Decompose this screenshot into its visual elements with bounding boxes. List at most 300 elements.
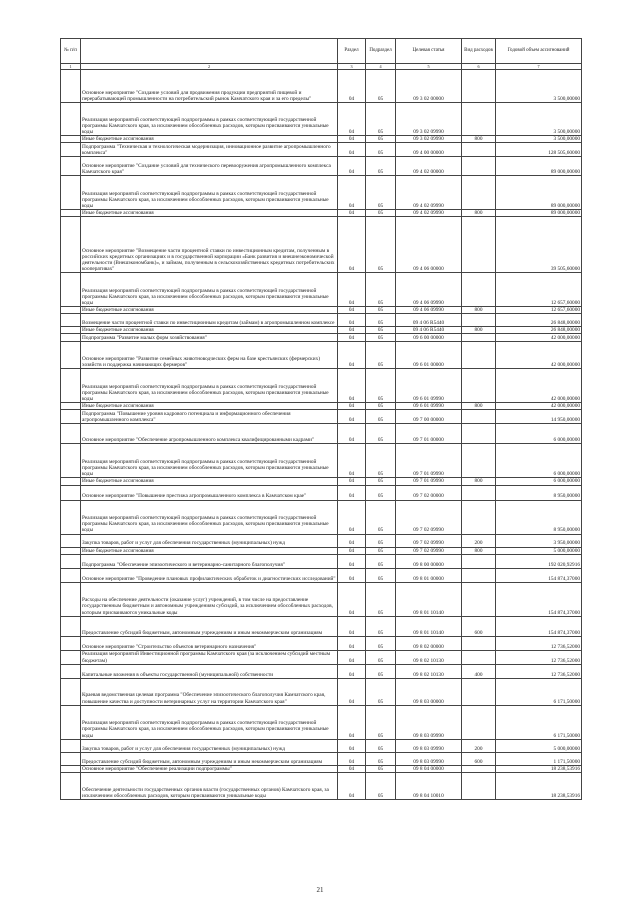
cell-podrazdel: 05 (366, 568, 396, 582)
cell-razdel: 04 (338, 678, 366, 705)
cell-amount: 89 000,00000 (496, 176, 582, 210)
table-row (61, 752, 582, 765)
cell-podrazdel: 05 (366, 157, 396, 176)
cell-num (61, 210, 81, 217)
cell-vid (462, 500, 496, 534)
cell-name: Реализация мероприятий соответствующей подпрограммы в рамках соответствующей государственной программы Камчатского края, за исключением обособленных расходов, которым присваиваются уникальные коды (81, 103, 338, 136)
cell-vid (462, 334, 496, 342)
cell-name: Иные бюджетные ассигнования (81, 547, 338, 554)
table-row (61, 765, 582, 772)
cell-razdel: 04 (338, 143, 366, 157)
cell-name: Реализация мероприятий соответствующей подпрограммы в рамках соответствующей государственной программы Камчатского края, за исключением обособленных расходов, которым присваиваются уникальные коды (81, 273, 338, 307)
cell-num (61, 554, 81, 568)
cell-vid: 600 (462, 752, 496, 765)
table-row (61, 176, 582, 210)
cell-name: Подпрограмма "Развитие малых форм хозяйствования" (81, 334, 338, 342)
cell-amount: 3 500,00000 (496, 70, 582, 103)
cell-target: 09 8 04 10010 (396, 772, 462, 799)
cell-amount: 154 874,37000 (496, 582, 582, 616)
table-row (61, 554, 582, 568)
cell-razdel: 04 (338, 217, 366, 273)
cell-name: Основное мероприятие "Строительство объектов ветеринарного назначения" (81, 636, 338, 650)
cell-vid (462, 568, 496, 582)
cell-vid (462, 369, 496, 403)
cell-num (61, 636, 81, 650)
cell-podrazdel: 05 (366, 342, 396, 369)
cell-target: 09 8 02 10130 (396, 664, 462, 678)
cell-razdel: 04 (338, 547, 366, 554)
cell-amount: 5 000,00000 (496, 739, 582, 752)
cell-target: 09 8 01 10140 (396, 582, 462, 616)
cell-amount: 89 000,00000 (496, 157, 582, 176)
cell-amount: 42 000,00000 (496, 342, 582, 369)
cell-podrazdel: 05 (366, 327, 396, 334)
cell-razdel: 04 (338, 534, 366, 547)
cell-target: 09 8 03 00000 (396, 678, 462, 705)
cell-num (61, 534, 81, 547)
cell-razdel: 04 (338, 765, 366, 772)
cell-target: 09 7 01 09990 (396, 444, 462, 478)
cell-name: Возмещение части процентной ставки по инвестиционным кредитам (займам) в агропромышленном комплексе (81, 314, 338, 327)
cell-razdel: 04 (338, 636, 366, 650)
cell-amount: 89 000,00000 (496, 210, 582, 217)
header-vid: Вид расходов (462, 39, 496, 64)
cell-vid (462, 314, 496, 327)
cell-name: Реализация мероприятий соответствующей подпрограммы в рамках соответствующей государственной программы Камчатского края, за исключением обособленных расходов, которым присваиваются уникальные коды (81, 176, 338, 210)
cell-podrazdel: 05 (366, 307, 396, 314)
table-header-row (61, 39, 582, 64)
table-row (61, 424, 582, 444)
cell-num (61, 314, 81, 327)
cell-num (61, 273, 81, 307)
table-row (61, 369, 582, 403)
column-number: 1 (61, 64, 81, 70)
cell-amount: 6 000,00000 (496, 424, 582, 444)
cell-target: 09 4 06 09990 (396, 307, 462, 314)
cell-target: 09 8 02 10130 (396, 650, 462, 664)
cell-podrazdel: 05 (366, 334, 396, 342)
cell-razdel: 04 (338, 334, 366, 342)
cell-amount: 192 020,92916 (496, 554, 582, 568)
cell-num (61, 664, 81, 678)
cell-razdel: 04 (338, 314, 366, 327)
cell-razdel: 04 (338, 752, 366, 765)
cell-podrazdel: 05 (366, 739, 396, 752)
header-amount: Годовой объем ассигнований (496, 39, 582, 64)
cell-podrazdel: 05 (366, 485, 396, 500)
cell-amount: 26 848,00000 (496, 314, 582, 327)
cell-razdel: 04 (338, 554, 366, 568)
cell-target: 09 4 00 00000 (396, 143, 462, 157)
cell-vid (462, 650, 496, 664)
cell-num (61, 582, 81, 616)
cell-name: Основное мероприятие "Развитие семейных животноводческих ферм на базе крестьянских (фермерских) хозяйств и поддержка начинающих фермеров" (81, 342, 338, 369)
cell-amount: 154 874,37000 (496, 616, 582, 636)
cell-podrazdel: 05 (366, 176, 396, 210)
cell-name: Реализация мероприятий соответствующей подпрограммы в рамках соответствующей государственной программы Камчатского края, за исключением обособленных расходов, которым присваиваются уникальные коды (81, 444, 338, 478)
cell-num (61, 157, 81, 176)
table-row (61, 739, 582, 752)
cell-name: Иные бюджетные ассигнования (81, 403, 338, 410)
cell-vid: 400 (462, 664, 496, 678)
table-row (61, 143, 582, 157)
table-row (61, 534, 582, 547)
cell-num (61, 772, 81, 799)
cell-vid (462, 70, 496, 103)
column-number: 7 (496, 64, 582, 70)
cell-amount: 6 171,50000 (496, 705, 582, 739)
table-row (61, 273, 582, 307)
cell-vid: 800 (462, 478, 496, 485)
cell-amount: 12 736,52000 (496, 664, 582, 678)
cell-amount: 128 505,60000 (496, 143, 582, 157)
cell-vid: 800 (462, 307, 496, 314)
cell-amount: 18 238,53916 (496, 772, 582, 799)
cell-name: Иные бюджетные ассигнования (81, 478, 338, 485)
cell-razdel: 04 (338, 70, 366, 103)
table-row (61, 705, 582, 739)
cell-name: Основное мероприятие "Создание условий для продвижения продукции предприятий пищевой и перерабатывающей промышленности на потребительский рынок Камчатского края и за его пределы" (81, 70, 338, 103)
cell-amount: 6 000,00000 (496, 478, 582, 485)
cell-target: 09 7 02 09990 (396, 500, 462, 534)
header-name (81, 39, 338, 64)
column-number: 5 (396, 64, 462, 70)
cell-razdel: 04 (338, 410, 366, 424)
table-row (61, 103, 582, 136)
cell-vid (462, 636, 496, 650)
table-row (61, 327, 582, 334)
cell-vid (462, 765, 496, 772)
cell-amount: 42 000,00000 (496, 334, 582, 342)
cell-target: 09 7 02 00000 (396, 485, 462, 500)
cell-vid: 800 (462, 403, 496, 410)
cell-name: Реализация мероприятий соответствующей подпрограммы в рамках соответствующей государственной программы Камчатского края, за исключением обособленных расходов, которым присваиваются уникальные коды (81, 500, 338, 534)
cell-num (61, 143, 81, 157)
cell-name: Расходы на обеспечение деятельности (оказание услуг) учреждений, в том числе на предоставление государственным бюджетным и автономным учреждениям субсидий, за исключением обособленных расходов, которым присваиваются уникальные коды (81, 582, 338, 616)
cell-target: 09 8 03 09990 (396, 752, 462, 765)
cell-amount: 3 500,00000 (496, 103, 582, 136)
cell-name: Предоставление субсидий бюджетным, автономным учреждениям и иным некоммерческим организациям (81, 752, 338, 765)
cell-target: 09 6 00 00000 (396, 334, 462, 342)
cell-podrazdel: 05 (366, 403, 396, 410)
cell-num (61, 650, 81, 664)
header-podrazdel: Подраздел (366, 39, 396, 64)
cell-num (61, 678, 81, 705)
cell-razdel: 04 (338, 103, 366, 136)
cell-podrazdel: 05 (366, 143, 396, 157)
table-row (61, 157, 582, 176)
cell-razdel: 04 (338, 136, 366, 143)
cell-num (61, 705, 81, 739)
cell-amount: 42 000,00000 (496, 369, 582, 403)
cell-podrazdel: 05 (366, 554, 396, 568)
cell-target: 09 8 04 00000 (396, 765, 462, 772)
page-number: 21 (316, 886, 324, 894)
cell-podrazdel: 05 (366, 136, 396, 143)
cell-target: 09 7 02 09990 (396, 547, 462, 554)
cell-razdel: 04 (338, 444, 366, 478)
cell-target: 09 8 00 00000 (396, 554, 462, 568)
cell-num (61, 424, 81, 444)
budget-table (60, 38, 582, 800)
column-number: 3 (338, 64, 366, 70)
cell-num (61, 307, 81, 314)
cell-podrazdel: 05 (366, 500, 396, 534)
cell-name: Основное мероприятие "Создание условий для технического перевооружения агропромышленного комплекса Камчатского края" (81, 157, 338, 176)
cell-vid (462, 582, 496, 616)
cell-name: Предоставление субсидий бюджетным, автономным учреждениям и иным некоммерческим организациям (81, 616, 338, 636)
cell-razdel: 04 (338, 664, 366, 678)
cell-amount: 6 000,00000 (496, 444, 582, 478)
cell-amount: 26 848,00000 (496, 327, 582, 334)
cell-vid (462, 772, 496, 799)
cell-target: 09 7 02 09990 (396, 534, 462, 547)
cell-name: Иные бюджетные ассигнования (81, 327, 338, 334)
cell-amount: 18 238,53916 (496, 765, 582, 772)
cell-razdel: 04 (338, 582, 366, 616)
cell-num (61, 500, 81, 534)
cell-razdel: 04 (338, 327, 366, 334)
cell-razdel: 04 (338, 772, 366, 799)
cell-target: 09 4 02 09990 (396, 210, 462, 217)
cell-razdel: 04 (338, 424, 366, 444)
cell-razdel: 04 (338, 705, 366, 739)
cell-vid: 800 (462, 210, 496, 217)
cell-target: 09 4 02 00000 (396, 157, 462, 176)
cell-amount: 12 736,52000 (496, 650, 582, 664)
cell-name: Основное мероприятие "Возмещение части процентной ставки по инвестиционным кредитам, полученным в российских кредитных организациях и в государственной корпорации «Банк развития и внешнеэкономической деятельности (Внешэкономбанк)», и займам, полученным в сельскохозяйственных кредитных потребительских кооперативах" (81, 217, 338, 273)
cell-num (61, 217, 81, 273)
cell-podrazdel: 05 (366, 678, 396, 705)
header-num: № п/п (61, 39, 81, 64)
cell-podrazdel: 05 (366, 273, 396, 307)
cell-vid (462, 342, 496, 369)
cell-vid: 200 (462, 739, 496, 752)
table-row (61, 636, 582, 650)
cell-podrazdel: 05 (366, 217, 396, 273)
cell-target: 09 4 06 R5440 (396, 314, 462, 327)
cell-name: Капитальные вложения в объекты государственной (муниципальной) собственности (81, 664, 338, 678)
cell-num (61, 327, 81, 334)
column-number: 2 (81, 64, 338, 70)
cell-name: Реализация мероприятий соответствующей подпрограммы в рамках соответствующей государственной программы Камчатского края, за исключением обособленных расходов, которым присваиваются уникальные коды (81, 369, 338, 403)
header-target: Целевая статья (396, 39, 462, 64)
cell-podrazdel: 05 (366, 547, 396, 554)
table-row (61, 664, 582, 678)
cell-target: 09 8 01 10140 (396, 616, 462, 636)
cell-vid (462, 705, 496, 739)
cell-razdel: 04 (338, 342, 366, 369)
cell-podrazdel: 05 (366, 664, 396, 678)
cell-razdel: 04 (338, 478, 366, 485)
table-row (61, 70, 582, 103)
cell-podrazdel: 05 (366, 616, 396, 636)
cell-podrazdel: 05 (366, 650, 396, 664)
cell-podrazdel: 05 (366, 765, 396, 772)
cell-podrazdel: 05 (366, 444, 396, 478)
cell-amount: 12 736,52000 (496, 636, 582, 650)
cell-num (61, 136, 81, 143)
cell-amount: 154 874,37000 (496, 568, 582, 582)
cell-num (61, 410, 81, 424)
cell-podrazdel: 05 (366, 582, 396, 616)
column-number: 4 (366, 64, 396, 70)
cell-razdel: 04 (338, 403, 366, 410)
cell-vid (462, 444, 496, 478)
cell-razdel: 04 (338, 176, 366, 210)
cell-num (61, 70, 81, 103)
cell-razdel: 04 (338, 616, 366, 636)
cell-num (61, 752, 81, 765)
cell-razdel: 04 (338, 568, 366, 582)
table-row (61, 444, 582, 478)
cell-target: 09 3 02 09990 (396, 136, 462, 143)
cell-razdel: 04 (338, 650, 366, 664)
cell-name: Иные бюджетные ассигнования (81, 307, 338, 314)
cell-target: 09 8 03 09990 (396, 705, 462, 739)
cell-target: 09 8 02 00000 (396, 636, 462, 650)
cell-num (61, 765, 81, 772)
cell-target: 09 6 01 00000 (396, 342, 462, 369)
cell-target: 09 4 06 R5440 (396, 327, 462, 334)
table-row (61, 582, 582, 616)
cell-num (61, 403, 81, 410)
table-row (61, 136, 582, 143)
cell-num (61, 485, 81, 500)
table-row (61, 334, 582, 342)
cell-name: Реализация мероприятий Инвестиционной программы Камчатского края (за исключением субсидий местным бюджетам) (81, 650, 338, 664)
cell-target: 09 7 00 00000 (396, 410, 462, 424)
cell-razdel: 04 (338, 739, 366, 752)
cell-name: Подпрограмма "Повышение уровня кадрового потенциала и информационного обеспечения агропромышленного комплекса" (81, 410, 338, 424)
cell-name: Обеспечение деятельности государственных органов власти (государственных органов) Камчатского края, за исключением обособленных расходов, которым присваиваются уникальные коды (81, 772, 338, 799)
cell-vid (462, 143, 496, 157)
cell-amount: 5 000,00000 (496, 547, 582, 554)
cell-target: 09 8 03 09990 (396, 739, 462, 752)
cell-vid (462, 554, 496, 568)
cell-razdel: 04 (338, 273, 366, 307)
table-row (61, 500, 582, 534)
cell-podrazdel: 05 (366, 752, 396, 765)
cell-amount: 6 171,50000 (496, 678, 582, 705)
cell-razdel: 04 (338, 500, 366, 534)
cell-podrazdel: 05 (366, 103, 396, 136)
cell-razdel: 04 (338, 210, 366, 217)
table-row (61, 403, 582, 410)
table-row (61, 217, 582, 273)
cell-num (61, 568, 81, 582)
cell-podrazdel: 05 (366, 534, 396, 547)
cell-target: 09 3 02 09990 (396, 103, 462, 136)
cell-razdel: 04 (338, 369, 366, 403)
cell-podrazdel: 05 (366, 424, 396, 444)
cell-vid: 800 (462, 136, 496, 143)
cell-razdel: 04 (338, 157, 366, 176)
cell-vid (462, 410, 496, 424)
table-row (61, 772, 582, 799)
table-row (61, 616, 582, 636)
cell-name: Основное мероприятие "Повышение престижа агропромышленного комплекса в Камчатском крае" (81, 485, 338, 500)
cell-num (61, 342, 81, 369)
cell-podrazdel: 05 (366, 70, 396, 103)
cell-vid (462, 424, 496, 444)
cell-name: Закупка товаров, работ и услуг для обеспечения государственных (муниципальных) нужд (81, 739, 338, 752)
cell-vid (462, 176, 496, 210)
cell-target: 09 7 01 00000 (396, 424, 462, 444)
cell-num (61, 478, 81, 485)
cell-podrazdel: 05 (366, 410, 396, 424)
cell-num (61, 334, 81, 342)
cell-target: 09 6 01 09990 (396, 369, 462, 403)
table-row (61, 307, 582, 314)
cell-target: 09 4 06 00000 (396, 217, 462, 273)
table-row (61, 314, 582, 327)
cell-amount: 8 950,00000 (496, 485, 582, 500)
cell-num (61, 444, 81, 478)
cell-name: Подпрограмма "Обеспечение эпизоотического и ветеринарно-санитарного благополучия" (81, 554, 338, 568)
cell-vid (462, 157, 496, 176)
cell-amount: 12 657,60000 (496, 273, 582, 307)
header-razdel: Раздел (338, 39, 366, 64)
cell-target: 09 3 02 00000 (396, 70, 462, 103)
cell-amount: 42 000,00000 (496, 403, 582, 410)
cell-target: 09 4 06 09990 (396, 273, 462, 307)
table-row (61, 410, 582, 424)
table-row (61, 568, 582, 582)
cell-target: 09 8 01 00000 (396, 568, 462, 582)
table-row (61, 342, 582, 369)
cell-name: Краевая ведомственная целевая программа "Обеспечение эпизоотического благополучия Камчатского края, повышение качества и доступности ветеринарных услуг на территории Камчатского края" (81, 678, 338, 705)
cell-name: Иные бюджетные ассигнования (81, 210, 338, 217)
cell-vid (462, 273, 496, 307)
cell-podrazdel: 05 (366, 772, 396, 799)
table-row (61, 650, 582, 664)
column-number: 6 (462, 64, 496, 70)
cell-name: Подпрограмма "Техническая и технологическая модернизация, инновационное развитие агропромышленного комплекса" (81, 143, 338, 157)
cell-name: Основное мероприятие "Проведение плановых профилактических обработок и диагностических исследований" (81, 568, 338, 582)
cell-num (61, 176, 81, 210)
cell-podrazdel: 05 (366, 705, 396, 739)
cell-num (61, 739, 81, 752)
cell-name: Основное мероприятие "Обеспечение агропромышленного комплекса квалифицированными кадрами" (81, 424, 338, 444)
cell-vid (462, 103, 496, 136)
cell-name: Иные бюджетные ассигнования (81, 136, 338, 143)
cell-amount: 12 657,60000 (496, 307, 582, 314)
cell-vid (462, 678, 496, 705)
table-row (61, 547, 582, 554)
cell-vid: 200 (462, 534, 496, 547)
table-row (61, 485, 582, 500)
cell-num (61, 616, 81, 636)
cell-name: Реализация мероприятий соответствующей подпрограммы в рамках соответствующей государственной программы Камчатского края, за исключением обособленных расходов, которым присваиваются уникальные коды (81, 705, 338, 739)
cell-podrazdel: 05 (366, 478, 396, 485)
cell-amount: 8 950,00000 (496, 500, 582, 534)
cell-podrazdel: 05 (366, 314, 396, 327)
cell-amount: 14 950,00000 (496, 410, 582, 424)
cell-vid: 800 (462, 327, 496, 334)
cell-amount: 3 950,00000 (496, 534, 582, 547)
cell-num (61, 547, 81, 554)
cell-amount: 1 171,50000 (496, 752, 582, 765)
cell-razdel: 04 (338, 485, 366, 500)
cell-vid: 800 (462, 547, 496, 554)
table-row (61, 210, 582, 217)
cell-num (61, 103, 81, 136)
cell-target: 09 4 02 09990 (396, 176, 462, 210)
cell-target: 09 6 01 09990 (396, 403, 462, 410)
cell-vid (462, 217, 496, 273)
cell-razdel: 04 (338, 307, 366, 314)
